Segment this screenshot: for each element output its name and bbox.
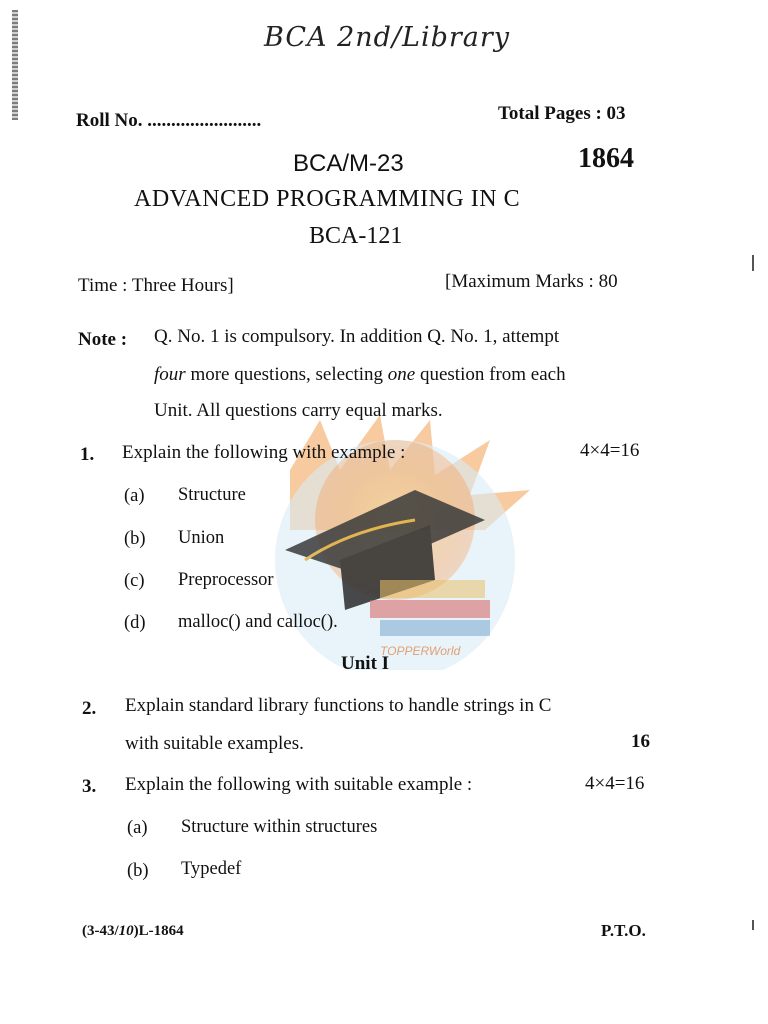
q3a-text: Structure within structures xyxy=(181,817,378,837)
q1a-text: Structure xyxy=(178,485,246,505)
q2-number: 2. xyxy=(82,698,97,719)
q1-marks: 4×4=16 xyxy=(580,440,640,461)
q1d-text: malloc() and calloc(). xyxy=(178,612,338,632)
q3b-label: (b) xyxy=(127,861,149,881)
q1b-text: Union xyxy=(178,528,225,548)
subject-title: ADVANCED PROGRAMMING IN C xyxy=(134,186,521,212)
q3-text: Explain the following with suitable example : xyxy=(125,774,473,795)
serial-number: 1864 xyxy=(578,143,634,174)
q1d-label: (d) xyxy=(124,613,146,633)
watermark-text: TOPPERWorld xyxy=(380,644,461,658)
q1c-label: (c) xyxy=(124,571,145,591)
note-text: question from each xyxy=(415,364,566,385)
books-stack-icon xyxy=(370,580,490,636)
note-label: Note : xyxy=(78,329,128,350)
note-line-1: Q. No. 1 is compulsory. In addition Q. No. 1, attempt xyxy=(154,326,560,347)
q2-line-2: with suitable examples. xyxy=(125,733,304,754)
time-label: Time : Three Hours] xyxy=(78,275,234,296)
note-line-2 xyxy=(154,364,566,386)
unit-heading: Unit I xyxy=(341,653,390,674)
q1b-label: (b) xyxy=(124,529,146,549)
q2-marks: 16 xyxy=(631,731,650,752)
scan-edge-artifact xyxy=(12,10,18,120)
note-one: one xyxy=(387,364,416,385)
q3-marks: 4×4=16 xyxy=(585,773,645,794)
scan-mark xyxy=(752,255,754,271)
q3a-label: (a) xyxy=(127,818,148,838)
q1-number: 1. xyxy=(80,444,95,465)
footer-code-part: )L-1864 xyxy=(133,923,184,939)
total-pages: Total Pages : 03 xyxy=(498,103,626,124)
q1-text: Explain the following with example : xyxy=(122,442,406,463)
note-four: four xyxy=(154,364,186,385)
footer-code-part: (3-43/ xyxy=(82,923,119,939)
max-marks: [Maximum Marks : 80 xyxy=(445,271,618,292)
q3-number: 3. xyxy=(82,776,97,797)
footer-code-part: 10 xyxy=(118,923,134,939)
pto-label: P.T.O. xyxy=(601,921,646,940)
note-line-3: Unit. All questions carry equal marks. xyxy=(154,400,443,421)
q2-line-1: Explain standard library functions to handle strings in C xyxy=(125,695,552,716)
note-text: more questions, selecting xyxy=(185,364,388,385)
roll-no: Roll No. ........................ xyxy=(76,110,262,131)
course-code: BCA-121 xyxy=(309,223,403,249)
handwritten-note: BCA 2nd/Library xyxy=(264,22,511,53)
q1a-label: (a) xyxy=(124,486,145,506)
q3b-text: Typedef xyxy=(181,859,242,879)
paper-code: BCA/M-23 xyxy=(293,150,404,177)
footer-code xyxy=(82,923,184,940)
q1c-text: Preprocessor xyxy=(178,570,274,590)
scan-mark xyxy=(752,920,754,930)
